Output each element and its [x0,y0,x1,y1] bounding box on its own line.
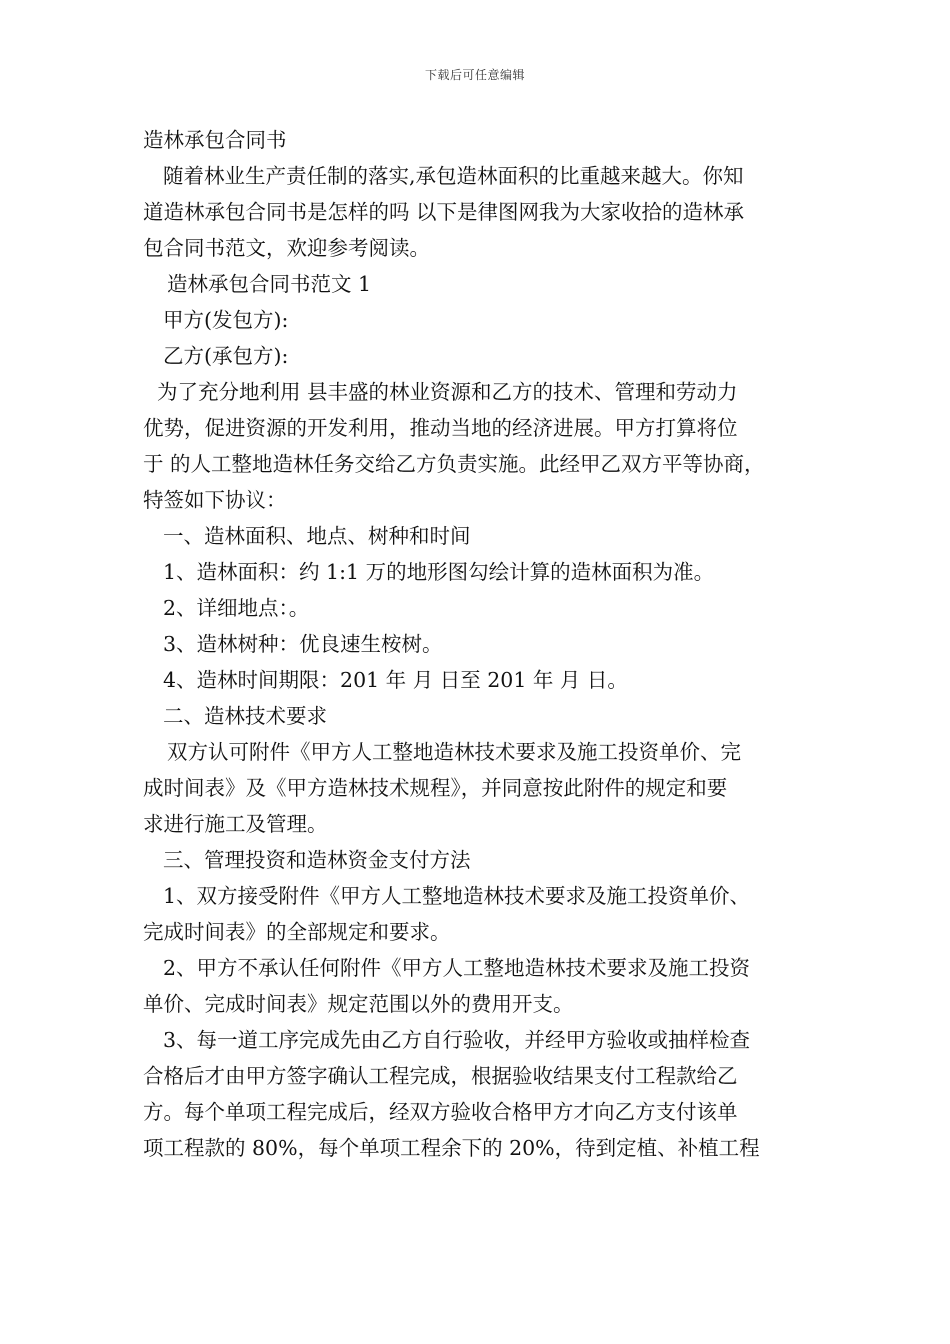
document-title: 造林承包合同书 [143,128,287,152]
section-3-item-2-line: 2、甲方不承认任何附件《甲方人工整地造林技术要求及施工投资 [163,956,751,980]
section-3-item-2 [143,950,823,1022]
preamble-line: 优势，促进资源的开发利用，推动当地的经济进展。甲方打算将位 [143,416,738,440]
intro-line: 包合同书范文，欢迎参考阅读。 [143,236,430,260]
section-2-line: 成时间表》及《甲方造林技术规程》，并同意按此附件的规定和要 [143,776,728,800]
sample-title: 造林承包合同书范文 1 [167,272,372,296]
section-2-body [143,734,823,842]
section-1-heading: 一、造林面积、地点、树种和时间 [163,524,471,548]
intro-line: 随着林业生产责任制的落实,承包造林面积的比重越来越大。你知 [163,164,744,188]
section-3-item-1-line: 1、双方接受附件《甲方人工整地造林技术要求及施工投资单价、 [163,884,751,908]
party-a-label: 甲方(发包方): [163,308,289,332]
section-1-item: 1、造林面积：约 1:1 万的地形图勾绘计算的造林面积为准。 [163,560,715,584]
section-3-item-2-line: 单价、完成时间表》规定范围以外的费用开支。 [143,992,574,1016]
section-2-line: 双方认可附件《甲方人工整地造林技术要求及施工投资单价、完 [167,740,741,764]
page-header: 下载后可任意编辑 [424,68,525,82]
section-3-item-3-line: 合格后才由甲方签字确认工程完成，根据验收结果支付工程款给乙 [143,1064,738,1088]
intro-line: 道造林承包合同书是怎样的吗 以下是律图网我为大家收拾的造林承 [143,200,745,224]
section-2-line: 求进行施工及管理。 [143,812,328,836]
preamble-line: 于 的人工整地造林任务交给乙方负责实施。此经甲乙双方平等协商， [143,452,765,476]
section-3-item-1 [143,878,823,950]
section-3-item-1-line: 完成时间表》的全部规定和要求。 [143,920,451,944]
preamble-line: 特签如下协议： [143,488,287,512]
section-1-item: 3、造林树种：优良速生桉树。 [163,632,443,656]
document-body [143,122,823,1166]
preamble-paragraph [143,374,823,518]
section-3-item-3-line: 3、每一道工序完成先由乙方自行验收，并经甲方验收或抽样检查 [163,1028,751,1052]
preamble-line: 为了充分地利用 县丰盛的林业资源和乙方的技术、管理和劳动力 [157,380,738,404]
section-3-item-3 [143,1022,823,1166]
section-1-item: 2、详细地点：。 [163,596,310,620]
section-1-item: 4、造林时间期限：201 年 月 日至 201 年 月 日。 [163,668,628,692]
section-3-item-3-line: 方。每个单项工程完成后，经双方验收合格甲方才向乙方支付该单 [143,1100,738,1124]
party-b-label: 乙方(承包方): [163,344,289,368]
section-3-heading: 三、管理投资和造林资金支付方法 [163,848,471,872]
section-3-item-3-line: 项工程款的 80%，每个单项工程余下的 20%，待到定植、补植工程 [143,1136,760,1160]
intro-paragraph [143,158,823,266]
section-2-heading: 二、造林技术要求 [163,704,327,728]
